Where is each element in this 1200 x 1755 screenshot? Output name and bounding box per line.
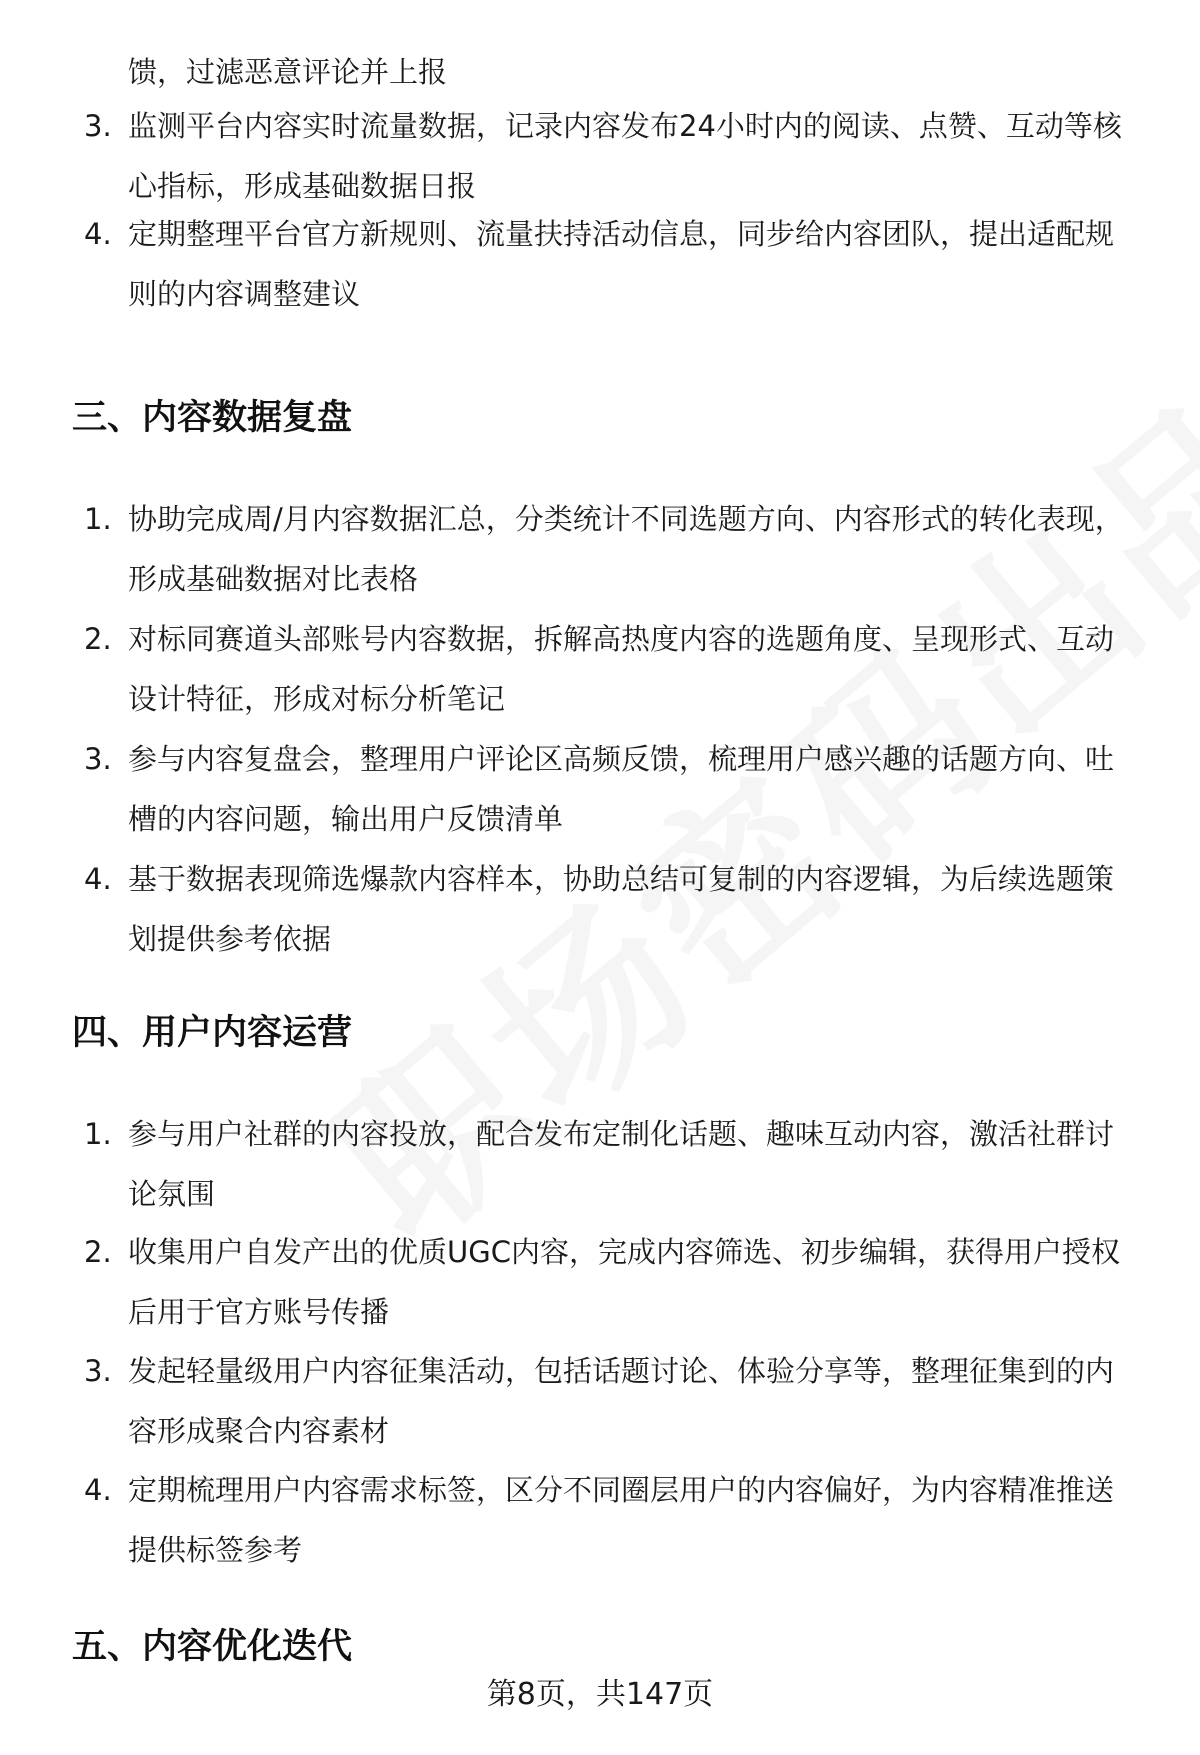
page-number: 第8页，共147页 <box>486 1677 714 1712</box>
list-line: 容形成聚合内容素材 <box>128 1414 390 1448</box>
list-number: 4. <box>84 1473 112 1507</box>
list-text <box>128 96 1158 216</box>
list-line: 基于数据表现筛选爆款内容样本，协助总结可复制的内容逻辑，为后续选题策 <box>128 862 1115 896</box>
list-number: 3. <box>84 742 112 776</box>
list-text <box>128 489 1158 609</box>
list-text <box>128 1104 1158 1224</box>
list-text <box>128 1222 1158 1342</box>
list-line: 形成基础数据对比表格 <box>128 562 419 596</box>
list-text <box>128 204 1158 324</box>
list-line: 收集用户自发产出的优质UGC内容，完成内容筛选、初步编辑，获得用户授权 <box>128 1235 1120 1269</box>
list-line: 参与内容复盘会，整理用户评论区高频反馈，梳理用户感兴趣的话题方向、吐 <box>128 742 1115 776</box>
list-number: 1. <box>84 1117 112 1151</box>
list-line: 设计特征，形成对标分析笔记 <box>128 682 506 716</box>
continuation-text: 馈，过滤恶意评论并上报 <box>128 55 448 89</box>
list-line: 心指标，形成基础数据日报 <box>128 169 477 203</box>
list-line: 论氛围 <box>128 1177 216 1211</box>
list-text <box>128 849 1158 969</box>
list-line: 后用于官方账号传播 <box>128 1295 390 1329</box>
list-text <box>128 1460 1158 1580</box>
list-line: 划提供参考依据 <box>128 922 332 956</box>
list-line: 槽的内容问题，输出用户反馈清单 <box>128 802 564 836</box>
list-line: 定期梳理用户内容需求标签，区分不同圈层用户的内容偏好，为内容精准推送 <box>128 1473 1115 1507</box>
list-line: 则的内容调整建议 <box>128 277 361 311</box>
list-line: 参与用户社群的内容投放，配合发布定制化话题、趣味互动内容，激活社群讨 <box>128 1117 1115 1151</box>
list-text <box>128 729 1158 849</box>
section-heading: 五、内容优化迭代 <box>72 1627 353 1667</box>
list-line: 定期整理平台官方新规则、流量扶持活动信息，同步给内容团队，提出适配规 <box>128 217 1115 251</box>
list-line: 协助完成周/月内容数据汇总，分类统计不同选题方向、内容形式的转化表现， <box>128 502 1124 536</box>
list-line: 发起轻量级用户内容征集活动，包括话题讨论、体验分享等，整理征集到的内 <box>128 1354 1115 1388</box>
list-line: 对标同赛道头部账号内容数据，拆解高热度内容的选题角度、呈现形式、互动 <box>128 622 1115 656</box>
list-number: 4. <box>84 217 112 251</box>
list-number: 2. <box>84 1235 112 1269</box>
list-line: 提供标签参考 <box>128 1533 303 1567</box>
list-number: 1. <box>84 502 112 536</box>
list-line: 监测平台内容实时流量数据，记录内容发布24小时内的阅读、点赞、互动等核 <box>128 109 1122 143</box>
list-number: 2. <box>84 622 112 656</box>
list-number: 4. <box>84 862 112 896</box>
list-text <box>128 609 1158 729</box>
list-number: 3. <box>84 109 112 143</box>
list-text <box>128 1341 1158 1461</box>
section-heading: 三、内容数据复盘 <box>72 398 353 438</box>
list-number: 3. <box>84 1354 112 1388</box>
section-heading: 四、用户内容运营 <box>72 1013 353 1053</box>
